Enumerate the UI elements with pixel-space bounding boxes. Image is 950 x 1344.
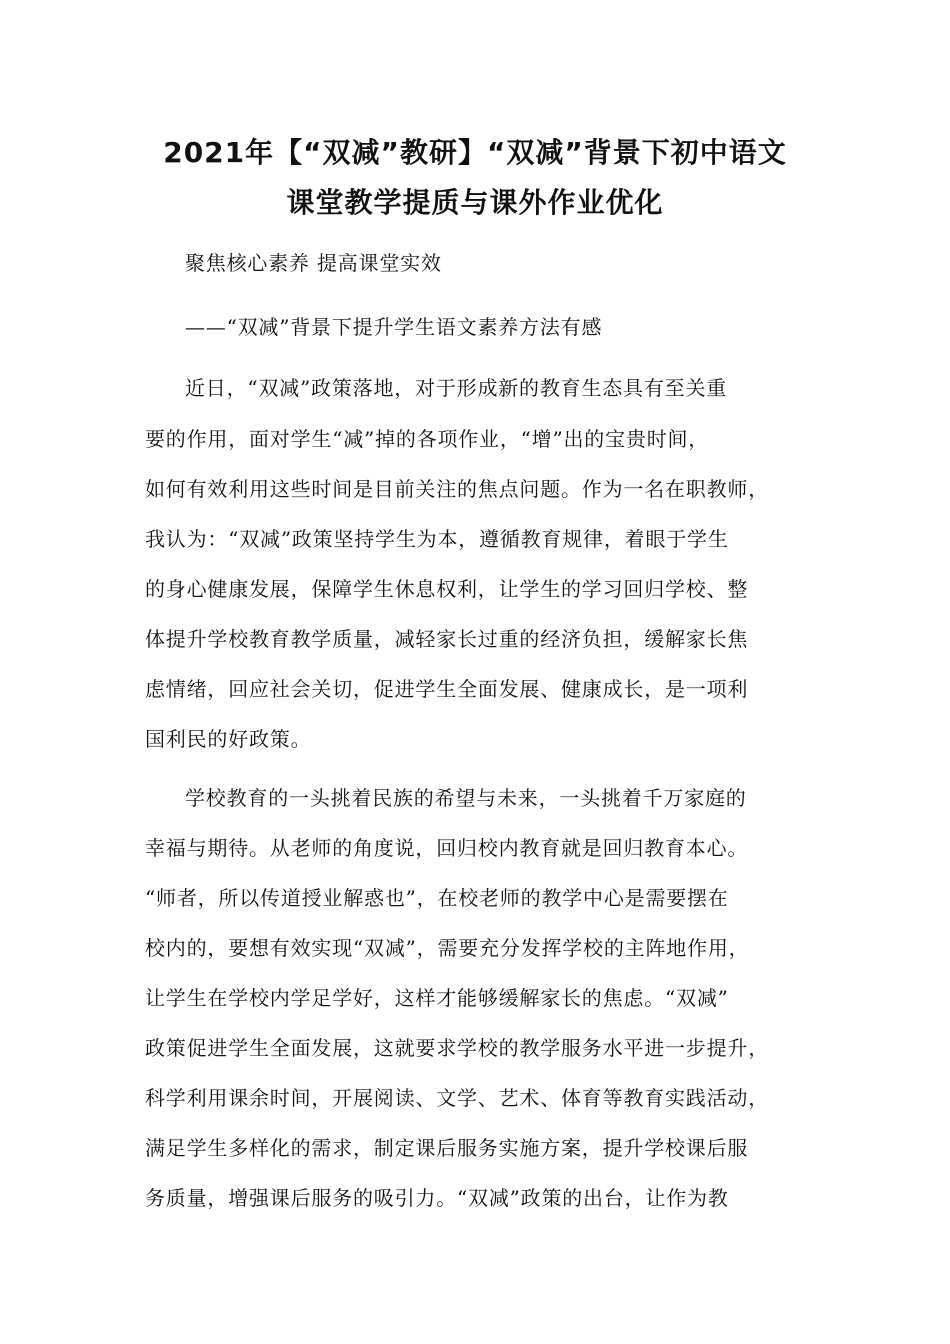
paragraph-line: 国利民的好政策。 — [145, 727, 312, 751]
paragraph-line: 让学生在学校内学足学好，这样才能够缓解家长的焦虑。“双减” — [145, 986, 729, 1010]
paragraph-line: 的身心健康发展，保障学生休息权利，让学生的学习回归学校、整 — [145, 577, 749, 601]
paragraph-line: 政策促进学生全面发展，这就要求学校的教学服务水平进一步提升， — [145, 1036, 769, 1060]
document-title-line-2: 课堂教学提质与课外作业优化 — [286, 186, 664, 219]
paragraph-line: 满足学生多样化的需求，制定课后服务实施方案，提升学校课后服 — [145, 1136, 749, 1160]
paragraph-line: 如何有效利用这些时间是目前关注的焦点问题。作为一名在职教师， — [145, 477, 769, 501]
paragraph-line: 虑情绪，回应社会关切，促进学生全面发展、健康成长，是一项利 — [145, 677, 749, 701]
paragraph-line: 学校教育的一头挑着民族的希望与未来，一头挑着千万家庭的 — [185, 786, 747, 810]
paragraph-line: 体提升学校教育教学质量，减轻家长过重的经济负担，缓解家长焦 — [145, 627, 749, 651]
paragraph-line: 务质量，增强课后服务的吸引力。“双减”政策的出台，让作为教 — [145, 1186, 729, 1210]
paragraph-line: 校内的，要想有效实现“双减”，需要充分发挥学校的主阵地作用， — [145, 936, 750, 960]
document-subtitle: 聚焦核心素养 提高课堂实效 — [185, 251, 442, 275]
paragraph-line: “师者，所以传道授业解惑也”，在校老师的教学中心是需要摆在 — [145, 886, 729, 910]
paragraph-line: 我认为：“双减”政策坚持学生为本，遵循教育规律，着眼于学生 — [145, 527, 729, 551]
document-subtitle-2: ——“双减”背景下提升学生语文素养方法有感 — [185, 315, 603, 339]
paragraph-line: 幸福与期待。从老师的角度说，回归校内教育就是回归教育本心。 — [145, 836, 749, 860]
paragraph-line: 要的作用，面对学生“减”掉的各项作业，“增”出的宝贵时间， — [145, 427, 710, 451]
paragraph-line: 近日，“双减”政策落地，对于形成新的教育生态具有至关重 — [185, 376, 728, 400]
paragraph-line: 科学利用课余时间，开展阅读、文学、艺术、体育等教育实践活动， — [145, 1086, 769, 1110]
document-title-line-1: 2021年【“双减”教研】“双减”背景下初中语文 — [163, 136, 787, 169]
